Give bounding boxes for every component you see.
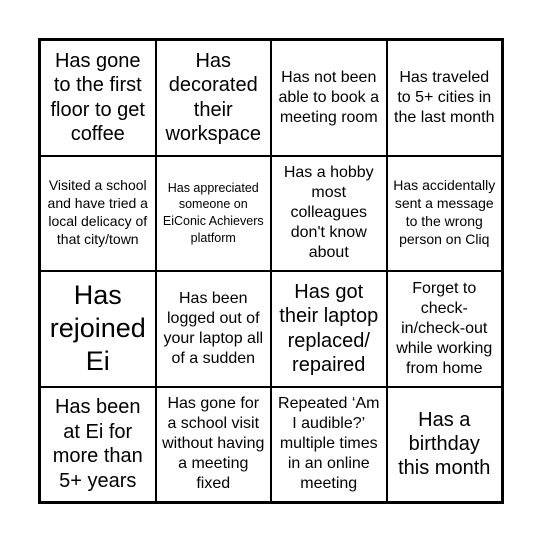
- bingo-cell-text: Repeated ‘Am I audible?’ multiple times in an online meeting: [278, 395, 380, 493]
- bingo-cell-text: Has been logged out of your laptop all of a sudden: [163, 289, 264, 367]
- bingo-cell[interactable]: [387, 156, 503, 272]
- bingo-cell-text: Has not been able to book a meeting room: [278, 68, 380, 126]
- bingo-cell-text: Has gone to the first floor to get coffee: [50, 49, 145, 146]
- bingo-cell[interactable]: [40, 40, 156, 156]
- bingo-cell[interactable]: [387, 271, 503, 387]
- bingo-cell[interactable]: [156, 40, 272, 156]
- bingo-cell[interactable]: [40, 387, 156, 503]
- bingo-cell-text: Has got their laptop replaced/ repaired: [279, 280, 379, 377]
- bingo-cell[interactable]: [271, 387, 387, 503]
- bingo-cell[interactable]: [40, 271, 156, 387]
- bingo-cell-text: Has been at Ei for more than 5+ years: [52, 396, 143, 492]
- bingo-cell[interactable]: [387, 40, 503, 156]
- bingo-cell[interactable]: [271, 271, 387, 387]
- bingo-cell[interactable]: [271, 156, 387, 272]
- bingo-cell-text: Has gone for a school visit without having a meeting fixed: [162, 395, 265, 493]
- bingo-cell[interactable]: [156, 387, 272, 503]
- bingo-board: [38, 38, 504, 504]
- bingo-cell-text: Has a hobby most colleagues don't know about: [283, 164, 374, 262]
- bingo-cell[interactable]: [271, 40, 387, 156]
- bingo-cell-text: Forget to check-in/check-out while working from home: [396, 279, 493, 377]
- bingo-cell-text: Has appreciated someone on EiConic Achievers platform: [162, 180, 264, 246]
- bingo-cell-text: Has traveled to 5+ cities in the last month: [394, 68, 495, 126]
- bingo-cell-text: Has a birthday this month: [398, 408, 491, 480]
- bingo-cell[interactable]: [387, 387, 503, 503]
- bingo-cell-text: Has decorated their workspace: [165, 49, 262, 146]
- bingo-cell-text: Has accidentally sent a message to the wrong person on Cliq: [393, 177, 496, 248]
- bingo-cell[interactable]: [156, 271, 272, 387]
- bingo-cell-text: Has rejoined Ei: [49, 280, 146, 377]
- bingo-cell[interactable]: [40, 156, 156, 272]
- bingo-cell[interactable]: [156, 156, 272, 272]
- bingo-cell-text: Visited a school and have tried a local delicacy of that city/town: [47, 177, 148, 248]
